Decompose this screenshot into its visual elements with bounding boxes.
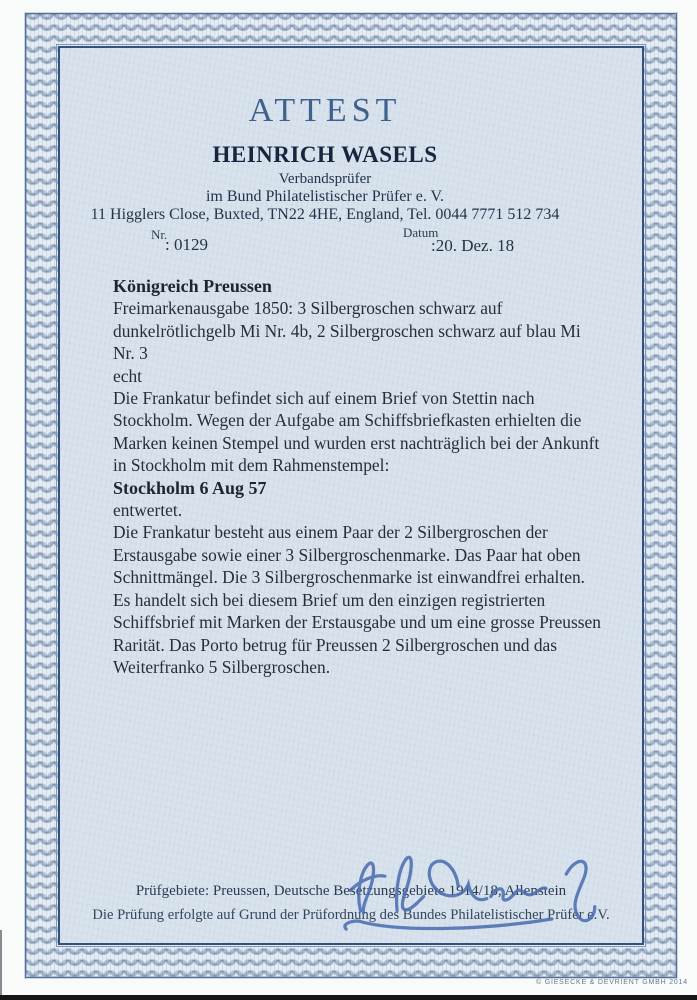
body-paragraph: echt <box>113 365 142 386</box>
number-label: Nr. <box>151 227 168 242</box>
certificate-body-text <box>113 275 605 678</box>
date-label: Datum <box>403 225 439 240</box>
scan-bottom-edge <box>0 995 697 1000</box>
date-value: :20. Dez. 18 <box>431 236 515 255</box>
body-paragraph: Die Frankatur befindet sich auf einem Brief von Stettin nach Stockholm. Wegen der Aufgabe am Schiffsbriefkasten erhielten die Marken keinen Stempel und wurden erst nachträglich bei der Ankunft in Stockholm mit dem Rahmenstempel: <box>113 388 600 476</box>
examiner-role: Verbandsprüfer <box>278 171 372 187</box>
scan-left-edge <box>0 930 2 995</box>
certificate-guilloche-border <box>25 13 677 978</box>
expertise-areas-line: Prüfgebiete: Preussen, Deutsche Besetzungsgebiete 1914/18, Allenstein <box>135 883 567 899</box>
body-paragraph: Es handelt sich bei diesem Brief um den einzigen registrierten Schiffsbrief mit Marken der Erstausgabe und um eine grosse Preussen Rarität. Das Porto betrug für Preussen 2 Silbergroschen und das Weiterfranko 5 Silbergroschen. <box>113 589 601 677</box>
body-paragraph: Die Frankatur besteht aus einem Paar der 2 Silbergroschen der Erstausgabe sowie einer 3 Silbergroschenmarke. Das Paar hat oben Schnittmängel. Die 3 Silbergroschenmarke ist einwandfrei erhalten. <box>113 522 585 588</box>
body-paragraph: Königreich Preussen <box>113 276 272 296</box>
number-value: : 0129 <box>165 235 208 254</box>
association-name: im Bund Philatelistischer Prüfer e. V. <box>205 188 445 205</box>
address-line: 11 Higglers Close, Buxted, TN22 4HE, England, Tel. 0044 7771 512 734 <box>90 206 560 223</box>
examiner-signature-handwriting <box>338 844 608 944</box>
certificate-paper <box>58 46 644 945</box>
certificate-header <box>60 92 590 224</box>
examiner-name: HEINRICH WASELS <box>212 142 438 167</box>
body-paragraph: entwertet. <box>113 500 183 521</box>
legal-note-line: Die Prüfung erfolgte auf Grund der Prüfordnung des Bundes Philatelistischer Prüfer e.V. <box>92 907 610 923</box>
certificate-title: ATTEST <box>248 92 402 129</box>
body-paragraph: Freimarkenausgabe 1850: 3 Silbergroschen schwarz auf dunkelrötlichgelb Mi Nr. 4b, 2 Silbergroschen schwarz auf blau Mi Nr. 3 <box>113 298 581 364</box>
printer-imprint: © GIESECKE & DEVRIENT GMBH 2014 <box>536 979 688 986</box>
body-paragraph: Stockholm 6 Aug 57 <box>113 477 267 498</box>
